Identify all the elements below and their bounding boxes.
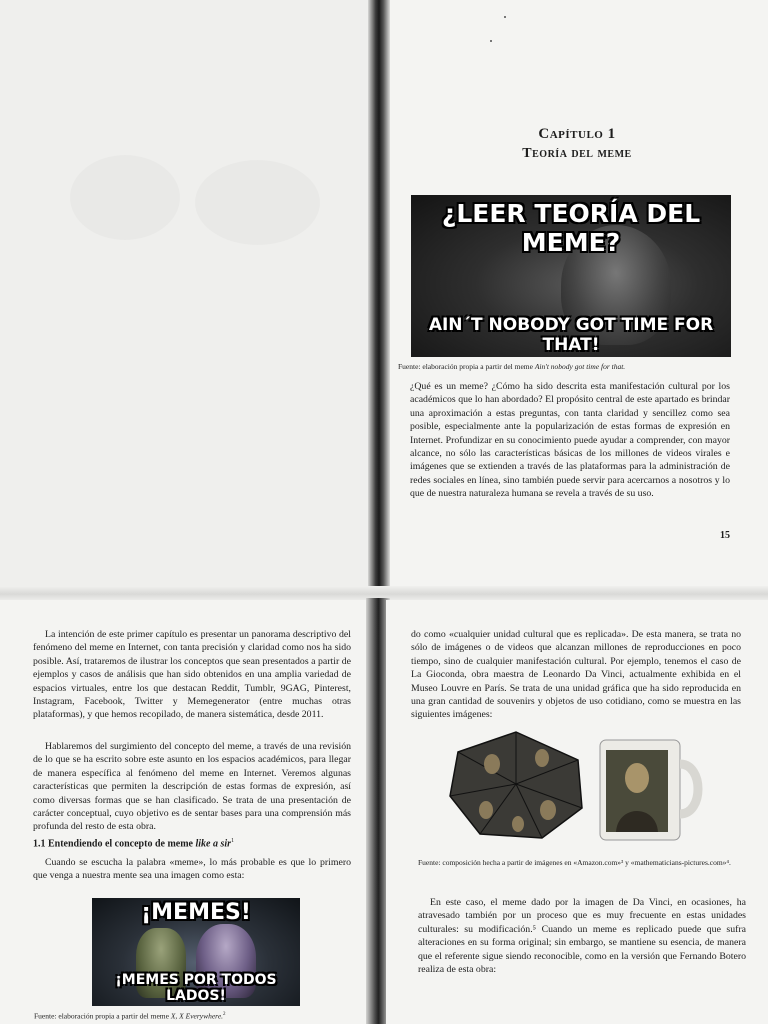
- book-spine-top: [368, 0, 390, 588]
- chapter-number: Capítulo 1: [538, 126, 616, 142]
- figure-caption: Fuente: elaboración propia a partir del meme X, X Everywhere.$^2$: [34, 1011, 226, 1021]
- blank-page-left: [0, 0, 372, 590]
- intro-paragraph: ¿Qué es un meme? ¿Cómo ha sido descrita esta manifestación cultural por los académicos que lo han abordado? El propósito central de este apartado es brindar una aproximación a estas preguntas, con tanta claridad y sencillez como sea posible, especialmente ante la popularización de estas formas de expresión en Internet. Profundizar en su conocimiento puede ayudar a comprender, con mayor alcance, no sólo las características básicas de los millones de videos virales e imágenes que se extienden a través de las plataformas para la administración de redes sociales en línea, sino también puede servir para acercarnos a nosotros y lo que de nuestra naturaleza humana se revela a través de su uso.: [410, 381, 730, 500]
- paragraph-gioconda: do como «cualquier unidad cultural que es replicada». De esta manera, se trata no sólo de imágenes o de videos que alcanzan millones de reproducciones en poco tiempo, sino de cualquier manifestación cultural. Por ejemplo, tenemos el caso de La Gioconda, obra maestra de Leonardo Da Vinci, actualmente exhibida en el Museo Louvre en París. Se trata de una unidad gráfica que ha sido reproducida en una gran cantidad de souvenirs y objetos de uso cotidiano, como se muestra en las siguientes imágenes:: [411, 629, 741, 721]
- bleed-through-mark: [70, 155, 180, 240]
- meme-image-aint-nobody: [411, 195, 731, 357]
- figure-caption: Fuente: composición hecha a partir de imágenes en «Amazon.com»³ y «mathematicians-pictures.com»⁴.: [418, 858, 731, 867]
- bleed-through-mark: [195, 160, 320, 245]
- figure-caption: Fuente: elaboración propia a partir del meme Ain't nobody got time for that.: [398, 362, 626, 371]
- meme-bottom-text: ¡MEMES POR TODOS LADOS!: [115, 972, 277, 1004]
- meme-bottom-text: AIN´T NOBODY GOT TIME FOR THAT!: [428, 315, 714, 355]
- page-16: [0, 600, 372, 1024]
- paragraph-modification: En este caso, el meme dado por la imagen de Da Vinci, en ocasiones, ha atravesado también por un proceso que es muy frecuente en estas unidades culturales: su modificación.⁵ Cuando un meme es replicado puede que sufra alteraciones en su forma original; sin embargo, se mantiene su esencia, de manera que el referente sigue siendo reconocible, como en la versión que Fernando Botero realiza de esta obra:: [418, 897, 746, 976]
- mona-lisa-mug-image: [596, 734, 706, 844]
- page-number: 15: [720, 530, 730, 541]
- paragraph-concept-overview: Hablaremos del surgimiento del concepto del meme, a través de una revisión de lo que se ha escrito sobre este asunto en los espacios académicos, para llegar de manera específica al fenómeno del meme en Internet. Veremos algunas características que permiten la descripción de estas formas de expresión, así como diversas formas que se han clasificado. Se trata de una presentación de carácter conceptual, cuyo objetivo es de sentar bases para una comprensión más profunda del resto de esta obra.: [33, 741, 351, 833]
- meme-top-text: ¿LEER TEORÍA DEL MEME?: [441, 199, 701, 257]
- chapter-title: Teoría del meme: [522, 146, 632, 161]
- mona-lisa-umbrella-image: [446, 730, 586, 840]
- paragraph-chapter-intent: La intención de este primer capítulo es presentar un panorama descriptivo del fenómeno del meme en Internet, con tanta precisión y claridad como nos ha sido posible. Así, trataremos de ilustrar los conceptos que sean presentados a partir de ejemplos y casos de análisis que han sido obtenidos en una amplia variedad de espacios virtuales, entre los que destacan Reddit, Tumblr, 9GAG, Pinterest, Instagram, Facebook, Twitter y Memegenerator (entre muchas otras plataformas), y que hemos recopilado, de manera sistemática, desde 2011.: [33, 629, 351, 721]
- meme-image-memes-everywhere: [92, 898, 300, 1006]
- page-15: [386, 0, 768, 590]
- page-17: [386, 600, 768, 1024]
- meme-top-text: ¡MEMES!: [141, 900, 251, 925]
- section-heading: 1.1 Entendiendo el concepto de meme like a sir$^1$: [33, 838, 235, 850]
- paragraph-meme-word: Cuando se escucha la palabra «meme», lo más probable es que lo primero que venga a nuestra mente sea una imagen como esta:: [33, 857, 351, 882]
